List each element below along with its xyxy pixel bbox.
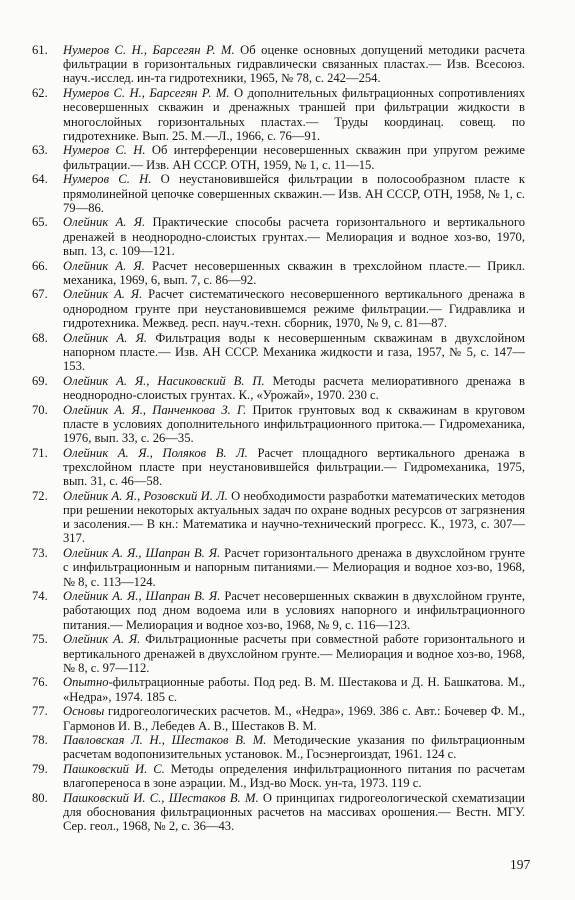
reference-item	[0, 43, 575, 86]
reference-body: Фильтрационные расчеты при совместной работе горизонтального и вертикального дренажей в двухслойном грунте.— Мелиорация и водное хоз-во, 1968, № 8, с. 97—112.	[63, 632, 526, 675]
reference-number: 66.	[32, 258, 48, 273]
reference-body: О принципах гидрогеологической схематизации для обоснования фильтрационных расчетов на массивах орошения.— Вестн. МГУ. Сер. геол., 1968, № 2, с. 36—43.	[63, 791, 526, 834]
reference-body: Об оценке основных допущений методики расчета фильтрации в горизонтальных гидравлически связанных пластах.— Изв. Всесоюз. науч.-исслед. ин-та гидротехники, 1965, № 78, с. 242—254.	[63, 43, 526, 86]
reference-item	[0, 259, 575, 287]
reference-authors: Нумеров С. Н.	[63, 143, 146, 158]
reference-item	[0, 403, 575, 446]
reference-item	[0, 172, 575, 215]
reference-item	[0, 733, 575, 761]
reference-number: 68.	[32, 330, 48, 345]
reference-authors: Олейник А. Я., Шапран В. Я.	[63, 546, 221, 561]
reference-item	[0, 331, 575, 374]
reference-number: 72.	[32, 488, 48, 503]
reference-authors: Олейник А. Я.	[63, 632, 141, 647]
reference-text	[63, 733, 525, 761]
reference-item	[0, 215, 575, 258]
reference-item	[0, 589, 575, 632]
reference-number: 73.	[32, 546, 48, 561]
reference-text	[63, 446, 525, 489]
reference-item	[0, 632, 575, 675]
reference-authors: Олейник А. Я., Шапран В. Я.	[63, 589, 221, 604]
reference-body: Расчет несовершенных скважин в двухслойном грунте, работающих под дном водоема или в условиях напорного и инфильтрационного питания.— Мелиорация и водное хоз-во, 1968, № 9, с. 116—123.	[63, 589, 525, 632]
reference-body: Методы расчета мелиоративного дренажа в неоднородно-слоистых грунтах. К., «Урожай», 1970. 230 с.	[63, 373, 525, 402]
reference-number: 75.	[32, 632, 48, 647]
reference-authors: Пашковский И. С.	[63, 762, 165, 777]
reference-item	[0, 704, 575, 732]
reference-authors: Олейник А. Я.	[63, 330, 148, 345]
reference-body: Приток грунтовых вод к скважинам в круговом пласте в условиях дополнительного инфильтрационного притока.— Гидромеханика, 1976, вып. 33, с. 26—35.	[63, 402, 526, 445]
reference-body: Расчет горизонтального дренажа в двухслойном грунте с инфильтрационным и напорным питаниями.— Мелиорация и водное хоз-во, 1968, № 8, с. 113—124.	[63, 546, 526, 589]
reference-number: 63.	[32, 143, 48, 158]
reference-number: 76.	[32, 675, 48, 690]
reference-number: 71.	[32, 445, 48, 460]
reference-text	[63, 331, 525, 374]
reference-number: 65.	[32, 215, 48, 230]
reference-number: 74.	[32, 589, 48, 604]
reference-text	[63, 86, 525, 143]
reference-body: -фильтрационные работы. Под ред. В. М. Шестакова и Д. Н. Башкатова. М., «Недра», 1974. 185 с.	[63, 675, 525, 704]
reference-text	[63, 791, 525, 834]
reference-number: 64.	[32, 172, 48, 187]
reference-authors: Олейник А. Я., Панченкова З. Г.	[63, 402, 247, 417]
reference-item	[0, 675, 575, 703]
reference-item	[0, 446, 575, 489]
reference-authors: Олейник А. Я.	[63, 215, 146, 230]
reference-text	[63, 259, 525, 287]
reference-text	[63, 704, 525, 732]
reference-body: О неустановившейся фильтрации в полосообразном пласте к прямолинейной цепочке совершенных скважин.— Изв. АН СССР, ОТН, 1958, № 1, с. 79—86.	[63, 172, 525, 215]
reference-body: О дополнительных фильтрационных сопротивлениях несовершенных скважин и дренажных траншей при фильтрации жидкости в многослойных горизонтальных пластах.— Труды координац. совещ. по гидротехнике. Вып. 25. М.—Л., 1966, с. 76—91.	[63, 86, 525, 143]
reference-number: 69.	[32, 373, 48, 388]
reference-authors: Олейник А. Я., Насиковский В. П.	[63, 373, 265, 388]
reference-text	[63, 287, 525, 330]
reference-authors: Нумеров С. Н.	[63, 172, 152, 187]
reference-text	[63, 675, 525, 703]
reference-body: Расчет систематического несовершенного вертикального дренажа в однородном грунте при неустановившемся режиме фильтрации.— Гидравлика и гидротехника. Межвед. респ. науч.-техн. сборник, 1970, № 9, с. 81—87.	[63, 287, 525, 330]
page-number: 197	[510, 857, 531, 872]
reference-number: 67.	[32, 287, 48, 302]
reference-body: Расчет несовершенных скважин в трехслойном пласте.— Прикл. механика, 1969, 6, вып. 7, с. 86—92.	[63, 258, 525, 287]
reference-text	[63, 546, 525, 589]
reference-body: Практические способы расчета горизонтального и вертикального дренажей в неоднородно-слоистых грунтах.— Мелиорация и водное хоз-во, 1970, вып. 13, с. 109—121.	[63, 215, 525, 258]
reference-list	[0, 43, 575, 834]
reference-authors: Олейник А. Я., Поляков В. Л.	[63, 445, 248, 460]
reference-number: 62.	[32, 86, 48, 101]
reference-item	[0, 143, 575, 171]
reference-body: Об интерференции несовершенных скважин при упругом режиме фильтрации.— Изв. АН СССР. ОТН, 1959, № 1, с. 11—15.	[63, 143, 525, 172]
reference-body: Методы определения инфильтрационного питания по расчетам влагопереноса в зоне аэрации. М., Изд-во Моск. ун-та, 1973. 119 с.	[63, 762, 526, 791]
reference-text	[63, 143, 525, 171]
reference-authors: Основы	[63, 704, 105, 719]
reference-item	[0, 287, 575, 330]
reference-authors: Олейник А. Я.	[63, 258, 145, 273]
reference-item	[0, 546, 575, 589]
reference-body: Методические указания по фильтрационным расчетам водопонизительных установок. М., Госэнергоиздат, 1961. 124 с.	[63, 733, 525, 762]
reference-number: 70.	[32, 402, 48, 417]
reference-item	[0, 86, 575, 143]
reference-body: Фильтрация воды к несовершенным скважинам в двухслойном напорном пласте.— Изв. АН СССР. Механика жидкости и газа, 1957, № 5, с. 147—153.	[63, 330, 525, 373]
reference-text	[63, 589, 525, 632]
reference-authors: Нумеров С. Н., Барсегян Р. М.	[63, 43, 235, 57]
reference-body: гидрогеологических расчетов. М., «Недра», 1969. 386 с. Авт.: Бочевер Ф. М., Гармонов И. В., Лебедев А. В., Шестаков В. М.	[63, 704, 525, 733]
reference-item	[0, 489, 575, 546]
reference-number: 78.	[32, 733, 48, 748]
reference-text	[63, 762, 525, 790]
reference-item	[0, 374, 575, 402]
reference-item	[0, 762, 575, 790]
reference-authors: Олейник А. Я.	[63, 287, 143, 302]
reference-number: 77.	[32, 704, 48, 719]
reference-authors: Олейник А. Я., Розовский И. Л.	[63, 488, 228, 503]
reference-text	[63, 632, 525, 675]
reference-text	[63, 215, 525, 258]
reference-authors: Нумеров С. Н., Барсегян Р. М.	[63, 86, 230, 101]
reference-item	[0, 791, 575, 834]
reference-body: Расчет площадного вертикального дренажа в трехслойном пласте при неустановившейся фильтрации.— Гидромеханика, 1975, вып. 31, с. 46—58.	[63, 445, 525, 489]
reference-authors: Павловская Л. Н., Шестаков В. М.	[63, 733, 267, 748]
reference-number: 80.	[32, 791, 48, 806]
reference-number: 61.	[32, 43, 48, 57]
reference-number: 79.	[32, 762, 48, 777]
reference-text	[63, 43, 525, 86]
reference-text	[63, 403, 525, 446]
reference-text	[63, 374, 525, 402]
reference-text	[63, 489, 525, 546]
reference-authors: Пашковский И. С., Шестаков В. М.	[63, 791, 259, 806]
reference-authors: Опытно	[63, 675, 109, 690]
reference-text	[63, 172, 525, 215]
reference-body: О необходимости разработки математических методов при решении некоторых актуальных задач по охране водных ресурсов от загрязнения и засоления.— В кн.: Математика и научно-технический прогресс. К., 1973, с. 307—317.	[63, 488, 525, 546]
